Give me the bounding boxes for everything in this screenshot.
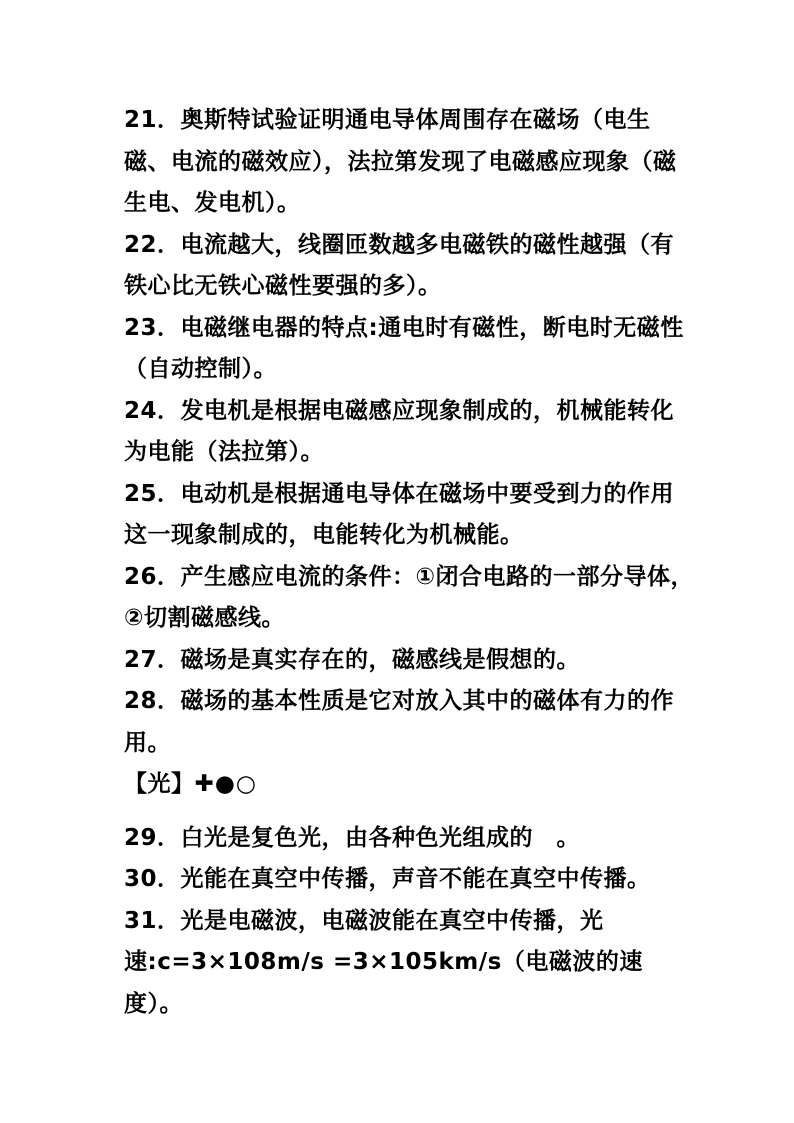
item-number: 25 — [124, 480, 158, 507]
item-text: 白光是复色光，由各种色光组成的 。 — [180, 824, 581, 851]
list-item — [124, 859, 684, 901]
item-text: 产生感应电流的条件：①闭合电路的一部分导体， ②切割磁感线。 — [124, 563, 706, 631]
item-separator: ． — [157, 563, 181, 590]
list-item — [124, 901, 684, 1026]
item-separator: ． — [157, 314, 181, 341]
item-number: 28 — [124, 688, 158, 714]
item-number: 26 — [124, 563, 158, 590]
decorative-symbols-icon: ✚●○ — [194, 771, 257, 797]
item-text: 磁场的基本性质是它对放入其中的磁体有力的作用。 — [124, 688, 675, 756]
list-item — [124, 640, 684, 682]
item-text: 光是电磁波，电磁波能在真空中传播，光速:c=3×108m/s =3×105km/s（电磁波的速度）。 — [124, 907, 643, 1017]
item-number: 27 — [124, 646, 158, 673]
item-separator: ． — [157, 824, 181, 851]
item-text: 奥斯特试验证明通电导体周围存在磁场（电生磁、电流的磁效应），法拉第发现了电磁感应现象（磁生电、发电机）。 — [124, 107, 677, 216]
item-text: 电磁继电器的特点:通电时有磁性，断电时无磁性（自动控制）。 — [124, 314, 684, 382]
list-item — [124, 225, 684, 308]
item-separator: ． — [157, 397, 181, 424]
item-number: 22 — [124, 231, 158, 258]
item-text: 磁场是真实存在的，磁感线是假想的。 — [180, 646, 581, 673]
item-number: 24 — [124, 397, 158, 424]
item-separator: ． — [157, 107, 181, 133]
list-item — [124, 681, 684, 764]
item-separator: ． — [157, 231, 181, 258]
list-item — [124, 391, 684, 474]
item-separator: ． — [157, 480, 181, 507]
item-text: 电流越大，线圈匝数越多电磁铁的磁性越强（有铁心比无铁心磁性要强的多）。 — [124, 231, 675, 299]
section-title: 【光】 — [124, 771, 195, 797]
list-item — [124, 557, 706, 640]
list-item — [124, 474, 684, 557]
item-separator: ． — [157, 866, 181, 892]
list-item — [124, 818, 684, 860]
item-text: 电动机是根据通电导体在磁场中要受到力的作用这一现象制成的，电能转化为机械能。 — [124, 480, 675, 548]
item-separator: ． — [157, 688, 181, 714]
item-number: 29 — [124, 824, 158, 851]
item-separator: ． — [157, 907, 181, 934]
item-number: 31 — [124, 907, 158, 934]
document-body — [124, 100, 706, 1025]
item-text: 发电机是根据电磁感应现象制成的，机械能转化为电能（法拉第）。 — [124, 397, 675, 465]
item-text: 光能在真空中传播，声音不能在真空中传播。 — [180, 866, 651, 892]
section-heading — [124, 764, 684, 806]
item-number: 23 — [124, 314, 158, 341]
list-item — [124, 308, 684, 391]
item-separator: ． — [157, 646, 181, 673]
list-item — [124, 100, 684, 225]
item-number: 30 — [124, 866, 158, 892]
item-number: 21 — [124, 107, 158, 133]
